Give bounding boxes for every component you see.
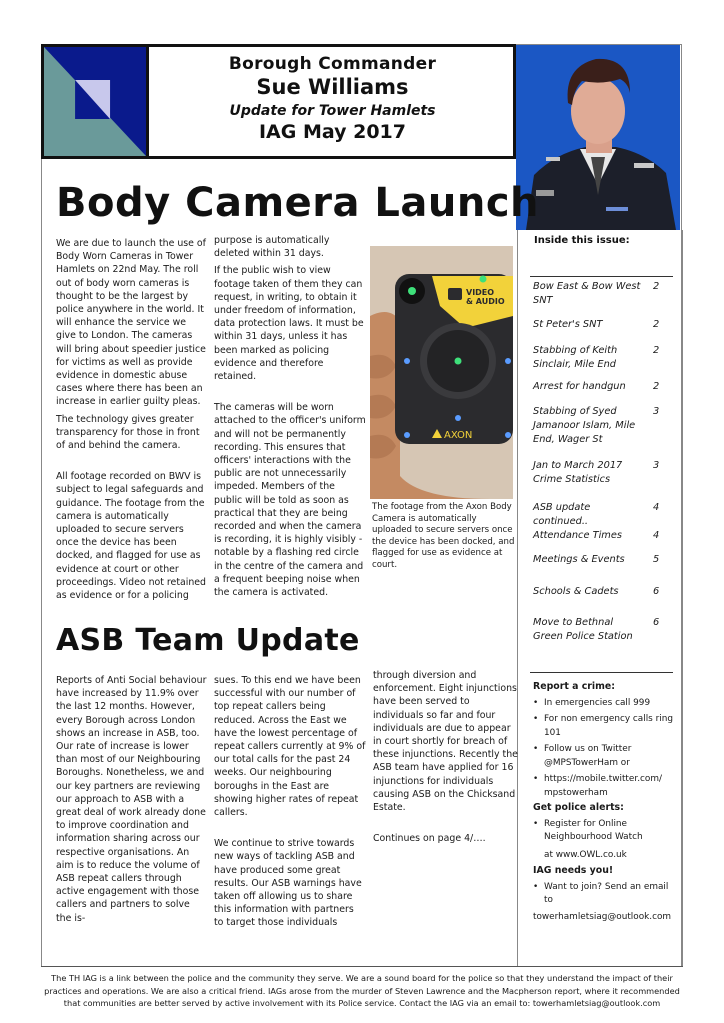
toc-item[interactable] — [533, 529, 673, 543]
masthead-name: Sue Williams — [256, 75, 409, 99]
footer-divider — [41, 966, 683, 967]
article1-column-2 — [214, 234, 366, 603]
toc-label: Stabbing of Keith Sinclair, Mile End — [533, 345, 618, 370]
article1-paragraph: We are due to launch the use of Body Worn Cameras in Tower Hamlets on 22nd May. The roll out of body worn cameras is thought to be the largest by police anywhere in the world. It will enhance the service we give to London. The cameras will bring about speedier justice for victims as well as provide evidence in domestic abuse cases where there has been an increase in earlier guilty pleas. — [56, 238, 206, 408]
article2-paragraph: through diversion and enforcement. Eight injunctions have been served to individuals so far and four individuals are due to appear in court shortly for breach of these injunctions. Recently the ASB team have applied for 16 injunctions for individuals causing ASB on the Chicksand Estate. — [373, 670, 518, 814]
bullet-item: • For non emergency calls ring 101 — [533, 713, 678, 740]
toc-item[interactable] — [533, 405, 673, 447]
bullet-icon: • — [533, 744, 539, 754]
toc-page: 3 — [653, 406, 660, 417]
owl-link[interactable]: at www.OWL.co.uk — [544, 849, 627, 860]
article1-paragraph: purpose is automatically deleted within 31 days. — [214, 235, 330, 260]
masthead-issue: IAG May 2017 — [258, 121, 406, 143]
toc-label: St Peter's SNT — [533, 319, 603, 330]
article1-paragraph: The cameras will be worn attached to the officer's uniform and will not be permanently recording. This ensures that officers' interactions with the public are not unnecessarily impeded. Members of the public will be told as soon as practical that they are being recorded and when the camera is recording, it is highly visibly - notable by a flashing red circle in the centre of the camera and a frequent beeping noise when the camera is activated. — [214, 402, 366, 599]
toc-item[interactable] — [533, 553, 673, 567]
toc-item[interactable] — [533, 380, 673, 394]
commander-photo — [516, 45, 680, 230]
iag-heading: IAG needs you! — [533, 865, 614, 876]
article2-paragraph: We continue to strive towards new ways of tackling ASB and have produced some great results. Our ASB warnings have taken off allowing us to share this information with partners to target those individuals — [214, 838, 362, 929]
toc-item[interactable] — [533, 585, 673, 599]
toc-page: 6 — [653, 586, 660, 597]
toc-label: Schools & Cadets — [533, 586, 619, 597]
report-crime-box — [533, 680, 678, 924]
twitter-handle[interactable]: • Follow us on Twitter @MPSTowerHam or — [533, 743, 678, 770]
toc-item[interactable] — [533, 344, 673, 372]
article1-paragraph: The technology gives greater transparency for those in front of and behind the camera. — [56, 413, 200, 452]
masthead-text — [152, 47, 513, 156]
toc-page: 2 — [653, 281, 660, 292]
toc-item[interactable] — [533, 318, 673, 332]
footer-text: The TH IAG is a link between the police and the community they serve. We are a sound board for the police so that they understand the impact of their practices and operations. We are also a critical friend. IAGs arose from the murder of Steven Lawrence and the Macpherson report, where it recommended that communities are better served by active involvement with its Police service. Contact the IAG via an email to: towerhamletsiag@outlook.com — [44, 973, 680, 1009]
toc-item[interactable] — [533, 616, 673, 644]
bullet-icon: • — [533, 697, 539, 708]
svg-text:& AUDIO: & AUDIO — [466, 297, 505, 306]
masthead-role: Borough Commander — [228, 54, 437, 74]
article1-column-1 — [56, 237, 208, 606]
image-caption: The footage from the Axon Body Camera is automatically uploaded to secure servers once the device has been docked, and flagged for use as evidence at court. — [372, 502, 515, 570]
bullet-item: • Want to join? Send an email to — [533, 881, 678, 908]
sidebar-title: Inside this issue: — [534, 235, 630, 246]
toc-label: Attendance Times — [533, 530, 622, 541]
toc-page: 3 — [653, 460, 660, 471]
toc-label: Stabbing of Syed Jamanoor Islam, Mile End, Wager St — [533, 406, 636, 445]
toc-page: 2 — [653, 345, 660, 356]
toc-item[interactable] — [533, 501, 673, 529]
camera-brand-text: AXON — [444, 430, 473, 441]
toc-label: Jan to March 2017 Crime Statistics — [533, 460, 623, 485]
headline-asb-update: ASB Team Update — [56, 623, 360, 658]
iag-email-link[interactable]: towerhamletsiag@outlook.com — [533, 911, 672, 922]
continues-link[interactable]: Continues on page 4/…. — [373, 833, 486, 845]
toc-label: ASB update continued.. — [533, 502, 591, 527]
article2-paragraph: Reports of Anti Social behaviour have increased by 11.9% over the last 12 months. However, every Borough across London shows an increase in ASB, too. Our rate of increase is lower than most of our Neighbouring Boroughs. Nonetheless, we and our key partners are reviewing our approach to ASB with a great deal of work already done to improve coordination and information sharing across our respective organisations. An aim is to reduce the volume of ASB repeat callers through active engagement with those callers and partners to solve the is- — [56, 675, 207, 924]
toc-page: 2 — [653, 319, 660, 330]
toc-label: Move to Bethnal Green Police Station — [533, 617, 633, 642]
camera-badge-text: VIDEO — [466, 288, 495, 297]
toc-label: Meetings & Events — [533, 554, 625, 565]
toc-page: 4 — [653, 530, 660, 541]
logo-icon — [44, 47, 149, 156]
masthead-subtitle: Update for Tower Hamlets — [229, 103, 436, 119]
article1-paragraph: If the public wish to view footage taken of them they can request, in writing, to obtain it under freedom of information, data protection laws. It must be within 31 days, unless it has been marked as policing evidence and therefore retained. — [214, 265, 364, 383]
body-camera-photo — [370, 246, 513, 499]
toc-item[interactable] — [533, 459, 673, 487]
bullet-item: • In emergencies call 999 — [533, 697, 678, 711]
toc-page: 5 — [653, 554, 660, 565]
alerts-heading: Get police alerts: — [533, 802, 624, 813]
bullet-item: • Register for Online Neighbourhood Watch — [533, 818, 678, 845]
toc-page: 4 — [653, 502, 660, 513]
article2-paragraph: sues. To this end we have been successful with our number of top repeat callers being reduced. Across the East we have the lowest percentage of repeat callers currently at 9% of our total calls for the past 24 weeks. Our neighbouring boroughs in the East are showing higher rates of repeat callers. — [214, 675, 366, 819]
toc-item[interactable] — [533, 280, 673, 308]
article2-column-3 — [373, 669, 521, 849]
masthead — [41, 44, 516, 159]
article1-paragraph: All footage recorded on BWV is subject to legal safeguards and guidance. The footage from the camera is automatically uploaded to secure servers once the device has been docked, and flagged for use as evidence at court or other proceedings. Video not retained as evidence or for a policing — [56, 471, 206, 602]
toc-label: Arrest for handgun — [533, 381, 626, 392]
article2-column-2 — [214, 674, 366, 934]
twitter-link[interactable]: • https://mobile.twitter.com/ mpstowerham — [533, 773, 678, 800]
article2-column-1 — [56, 674, 208, 929]
bullet-icon: • — [533, 714, 539, 724]
sidebar-divider — [530, 672, 673, 673]
toc-label: Bow East & Bow West SNT — [533, 281, 641, 306]
headline-body-camera: Body Camera Launch — [56, 180, 540, 226]
bullet-icon: • — [533, 774, 539, 784]
toc-page: 6 — [653, 617, 660, 628]
bullet-icon: • — [533, 881, 539, 892]
report-crime-heading: Report a crime: — [533, 681, 615, 692]
sidebar-divider — [530, 276, 673, 277]
toc-page: 2 — [653, 381, 660, 392]
bullet-icon: • — [533, 818, 539, 829]
